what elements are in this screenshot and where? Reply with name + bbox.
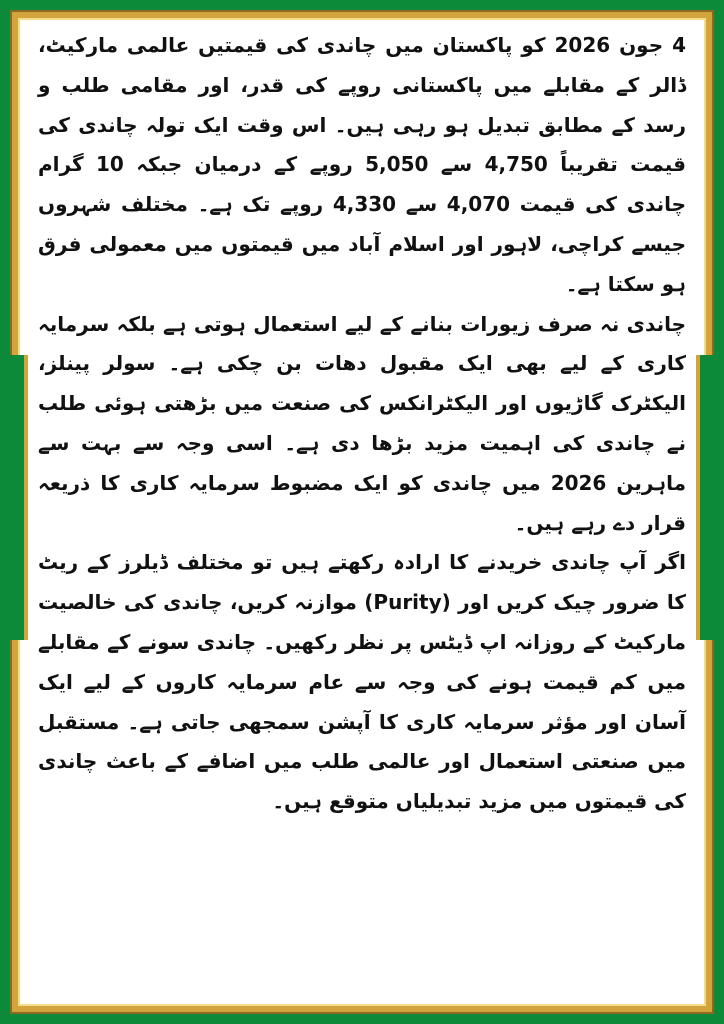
article-body	[38, 26, 686, 1004]
right-green-band	[696, 355, 724, 640]
left-green-band	[0, 355, 28, 640]
paragraph-silver-investment: چاندی نہ صرف زیورات بنانے کے لیے استعمال ہوتی ہے بلکہ سرمایہ کاری کے لیے بھی ایک مقبول دھات بن چکی ہے۔ سولر پینلز، الیکٹرک گاڑیوں اور الیکٹرانکس کی صنعت میں بڑھتی ہوئی طلب نے چاندی کی اہمیت مزید بڑھا دی ہے۔ اسی وجہ سے بہت سے ماہرین 2026 میں چاندی کو ایک مضبوط سرمایہ کاری کا ذریعہ قرار دے رہے ہیں۔	[38, 311, 686, 535]
paragraph-buying-advice: اگر آپ چاندی خریدنے کا ارادہ رکھتے ہیں تو مختلف ڈیلرز کے ریٹ کا ضرور چیک کریں اور (Purity) موازنہ کریں، چاندی کی خالصیت مارکیٹ کے روزانہ اپ ڈیٹس پر نظر رکھیں۔ چاندی سونے کے مقابلے میں کم قیمت ہونے کی وجہ سے عام سرمایہ کاروں کے لیے ایک آسان اور مؤثر سرمایہ کاری کا آپشن سمجھی جاتی ہے۔ مستقبل میں صنعتی استعمال اور عالمی طلب میں اضافے کے باعث چاندی کی قیمتوں میں مزید تبدیلیاں متوقع ہیں۔	[38, 550, 686, 814]
paragraph-silver-prices: 4 جون 2026 کو پاکستان میں چاندی کی قیمتیں عالمی مارکیٹ، ڈالر کے مقابلے میں پاکستانی روپے کی قدر، اور مقامی طلب و رسد کے مطابق تبدیل ہو رہی ہیں۔ اس وقت ایک تولہ چاندی کی قیمت تقریباً 4,750 سے 5,050 روپے کے درمیان جبکہ 10 گرام چاندی کی قیمت 4,070 سے 4,330 روپے تک ہے۔ مختلف شہروں جیسے کراچی، لاہور اور اسلام آباد میں قیمتوں میں معمولی فرق ہو سکتا ہے۔	[38, 33, 687, 296]
